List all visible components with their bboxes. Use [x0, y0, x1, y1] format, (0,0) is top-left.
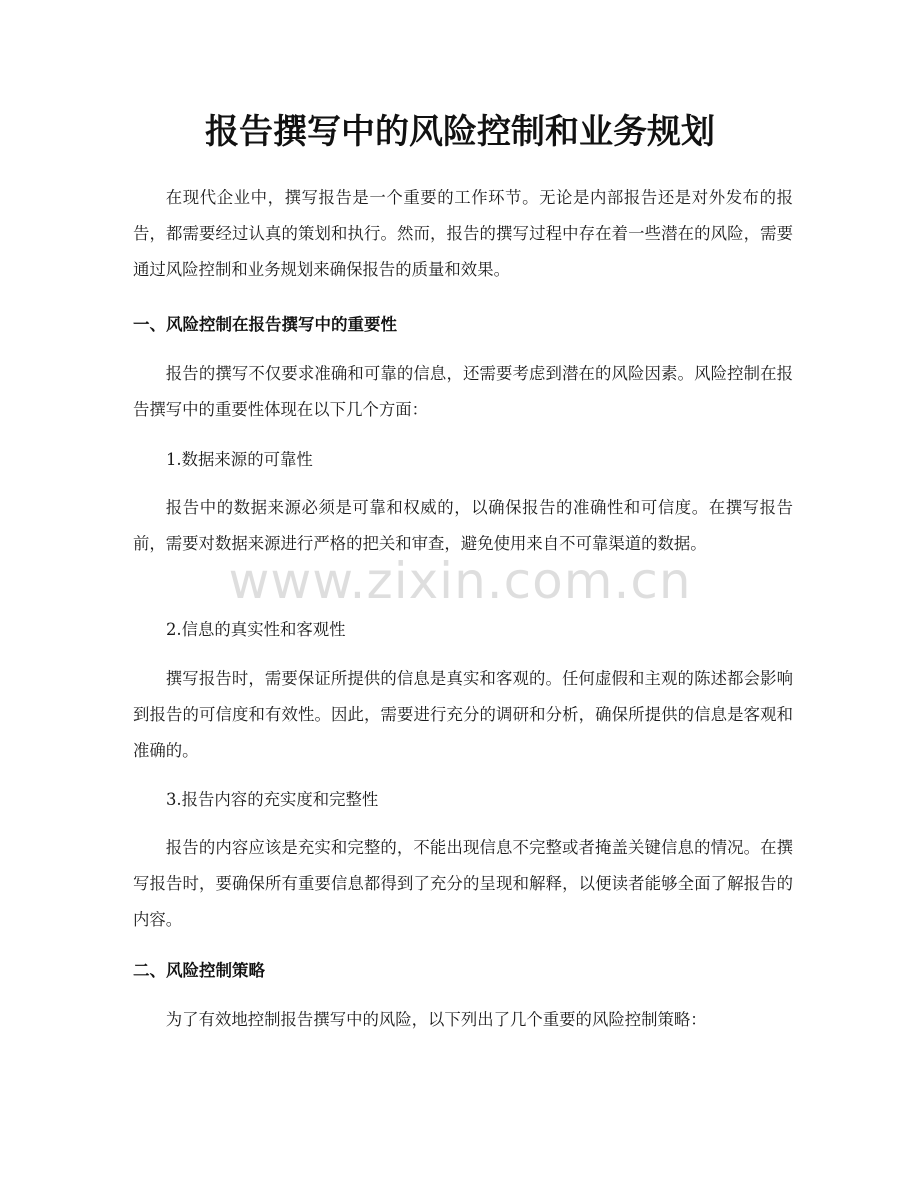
item-2-body: 撰写报告时，需要保证所提供的信息是真实和客观的。任何虚假和主观的陈述都会影响到报告的可信度和有效性。因此，需要进行充分的调研和分析，确保所提供的信息是客观和准确的。 — [133, 669, 793, 760]
item-3-title: 3.报告内容的充实度和完整性 — [166, 790, 379, 809]
section-2-heading: 二、风险控制策略 — [133, 961, 265, 980]
document-title: 报告撰写中的风险控制和业务规划 — [205, 112, 715, 152]
section-1-heading: 一、风险控制在报告撰写中的重要性 — [133, 315, 397, 334]
item-2-title: 2.信息的真实性和客观性 — [166, 620, 346, 639]
watermark-text: www.zixin.com.cn — [228, 552, 692, 610]
item-1-body: 报告中的数据来源必须是可靠和权威的，以确保报告的准确性和可信度。在撰写报告前，需要对数据来源进行严格的把关和审查，避免使用来自不可靠渠道的数据。 — [133, 498, 793, 553]
section-2-intro: 为了有效地控制报告撰写中的风险，以下列出了几个重要的风险控制策略： — [165, 1010, 707, 1029]
intro-paragraph: 在现代企业中，撰写报告是一个重要的工作环节。无论是内部报告还是对外发布的报告，都需要经过认真的策划和执行。然而，报告的撰写过程中存在着一些潜在的风险，需要通过风险控制和业务规划来确保报告的质量和效果。 — [133, 188, 793, 279]
section-1-intro: 报告的撰写不仅要求准确和可靠的信息，还需要考虑到潜在的风险因素。风险控制在报告撰写中的重要性体现在以下几个方面： — [133, 364, 793, 419]
item-1-title: 1.数据来源的可靠性 — [166, 450, 313, 469]
item-3-body: 报告的内容应该是充实和完整的，不能出现信息不完整或者掩盖关键信息的情况。在撰写报告时，要确保所有重要信息都得到了充分的呈现和解释，以便读者能够全面了解报告的内容。 — [133, 838, 793, 929]
